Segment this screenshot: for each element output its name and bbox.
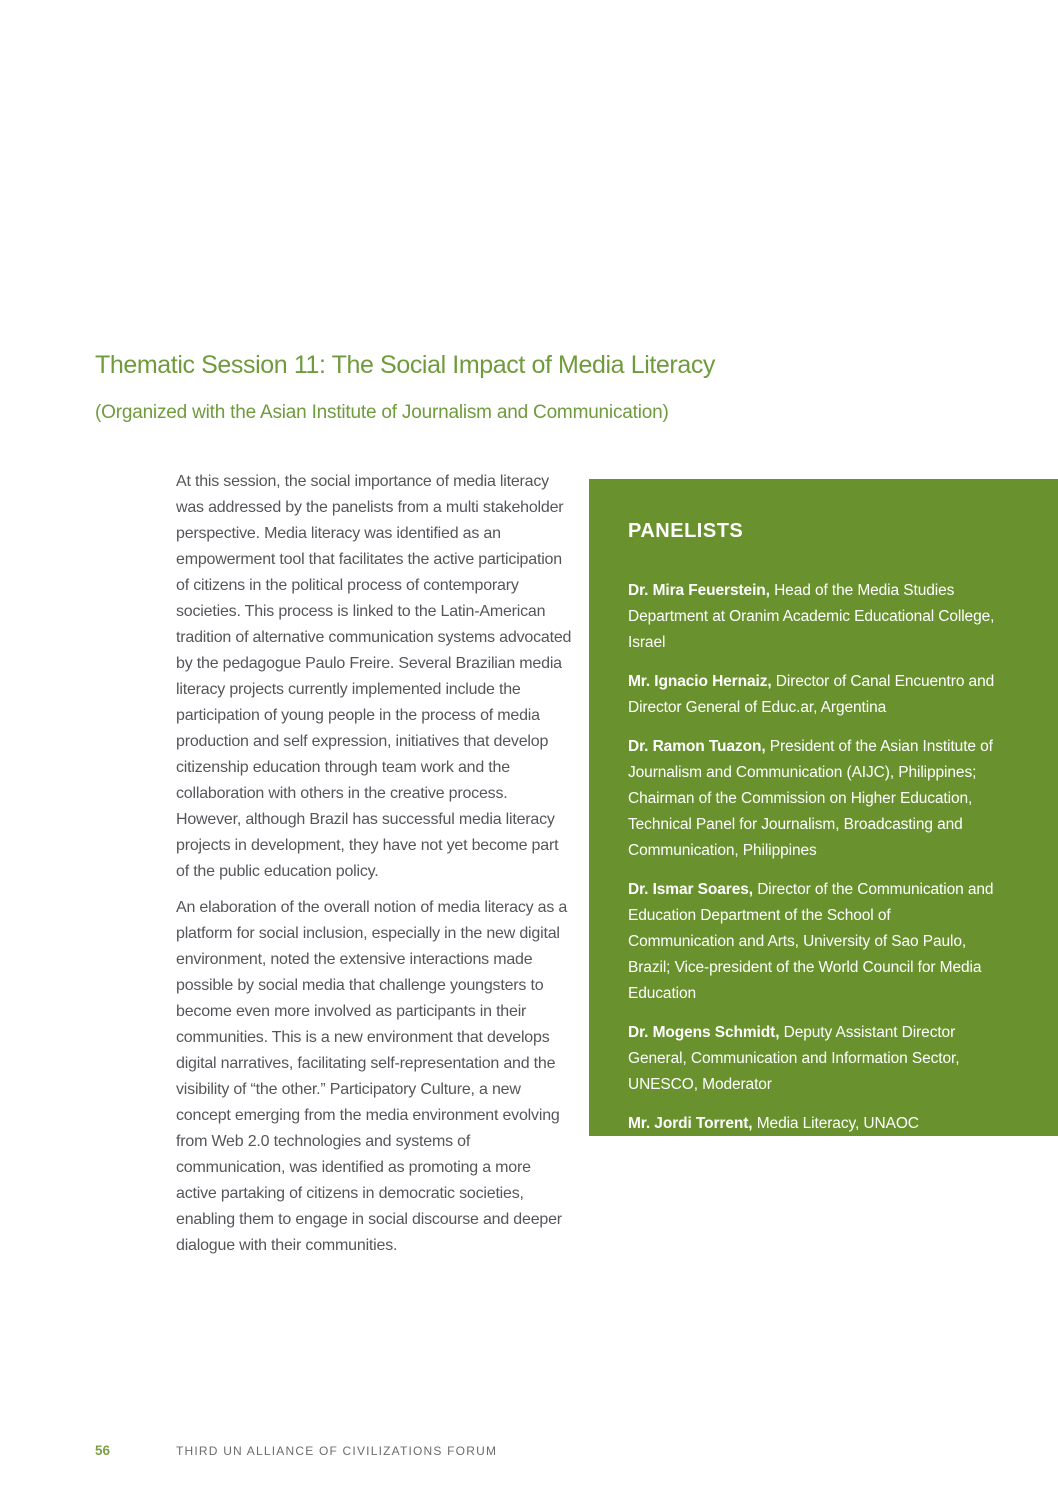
panelist-entry <box>628 1020 996 1098</box>
page-footer <box>0 1441 1058 1463</box>
panelist-entry <box>628 1111 996 1163</box>
panelist-name: Dr. Mira Feuerstein, <box>628 582 770 599</box>
session-summary <box>176 469 574 1269</box>
panelist-name: Mr. Jordi Torrent, <box>628 1115 753 1132</box>
panelist-description: Director of Canal Encuentro and Director General of Educ.ar, Argentina <box>628 673 995 716</box>
panelist-description: Deputy Assistant Director General, Communication and Information Sector, UNESCO, Moderator <box>628 1024 960 1093</box>
panelists-list <box>628 578 996 1163</box>
summary-paragraph-2: An elaboration of the overall notion of media literacy as a platform for social inclusion, especially in the new digital environment, noted the extensive interactions made possible by social media that challenge youngsters to become even more involved as participants in their communities. This is a new environment that develops digital narratives, facilitating self-representation and the visibility of “the other.” Participatory Culture, a new concept emerging from the media environment evolving from Web 2.0 technologies and systems of communication, was identified as promoting a more active partaking of citizens in democratic societies, enabling them to engage in social discourse and deeper dialogue with their communities. <box>176 899 568 1254</box>
panelist-description: Media Literacy, UNAOC Secretariat, Rapporteur <box>628 1115 919 1158</box>
panelist-name: Dr. Ismar Soares, <box>628 881 753 898</box>
panelist-name: Mr. Ignacio Hernaiz, <box>628 673 772 690</box>
page-subtitle: (Organized with the Asian Institute of Journalism and Communication) <box>95 402 669 423</box>
panelist-name: Dr. Mogens Schmidt, <box>628 1024 780 1041</box>
footer-text: THIRD UN ALLIANCE OF CIVILIZATIONS FORUM <box>176 1444 498 1458</box>
panelist-description: President of the Asian Institute of Journalism and Communication (AIJC), Philippines; Chairman of the Commission on Higher Education, Technical Panel for Journalism, Broadcasting and Communication, Philippines <box>628 738 993 859</box>
panelist-entry <box>628 877 996 1007</box>
panelist-description: Director of the Communication and Education Department of the School of Communication and Arts, University of Sao Paulo, Brazil; Vice-president of the World Council for Media Education <box>628 881 994 1002</box>
summary-paragraph-1: At this session, the social importance of media literacy was addressed by the panelists from a multi stakeholder perspective. Media literacy was identified as an empowerment tool that facilitates the active participation of citizens in the political process of contemporary societies. This process is linked to the Latin-American tradition of alternative communication systems advocated by the pedagogue Paulo Freire. Several Brazilian media literacy projects currently implemented include the participation of young people in the process of media production and self expression, initiatives that develop citizenship education through team work and the collaboration with others in the creative process. However, although Brazil has successful media literacy projects in development, they have not yet become part of the public education policy. <box>176 473 572 880</box>
panelist-description: Head of the Media Studies Department at Oranim Academic Educational College, Israel <box>628 582 995 651</box>
panelists-heading: PANELISTS <box>628 520 744 542</box>
panelist-entry <box>628 578 996 656</box>
panelists-panel <box>589 479 1058 1158</box>
page-title: Thematic Session 11: The Social Impact of Media Literacy <box>95 351 716 379</box>
panelist-entry <box>628 734 996 864</box>
page-number: 56 <box>95 1443 111 1458</box>
panelist-name: Dr. Ramon Tuazon, <box>628 738 766 755</box>
panelist-entry <box>628 669 996 721</box>
